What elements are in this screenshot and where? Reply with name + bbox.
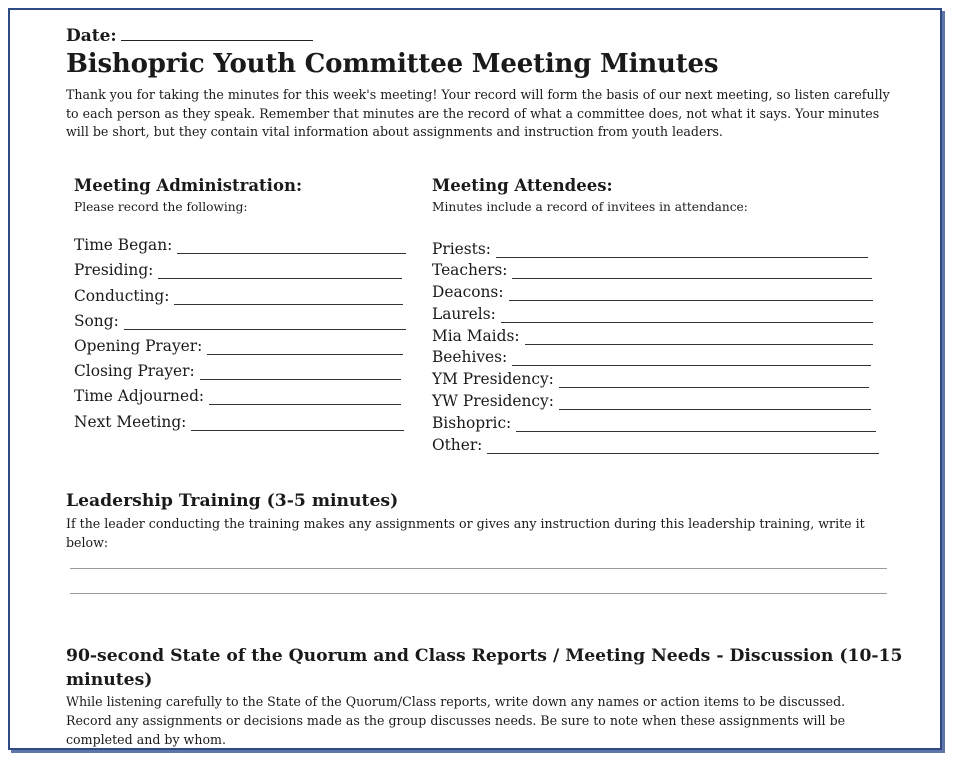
- field-presiding[interactable]: [74, 261, 402, 279]
- field-bishopric[interactable]: [432, 414, 876, 432]
- field-blank-line[interactable]: [496, 245, 868, 258]
- field-blank-line[interactable]: [512, 353, 871, 366]
- field-other[interactable]: [432, 436, 879, 454]
- field-label: YW Presidency:: [432, 392, 554, 410]
- field-blank-line[interactable]: [200, 367, 401, 380]
- intro-paragraph: Thank you for taking the minutes for this week's meeting! Your record will form the basis of our next meeting, so listen carefully to each person as they speak. Remember that minutes are the record of what a committee does, not what it says. Your minutes will be short, but they contain vital information about assignments and instruction from youth leaders.: [66, 87, 890, 139]
- field-deacons[interactable]: [432, 283, 873, 301]
- field-blank-line[interactable]: [516, 419, 876, 432]
- date-blank-line[interactable]: [121, 26, 313, 41]
- attendees-subtitle: Minutes include a record of invitees in attendance:: [432, 200, 748, 214]
- field-blank-line[interactable]: [487, 441, 879, 454]
- training-writing-line-2[interactable]: [70, 593, 887, 594]
- field-label: Bishopric:: [432, 414, 512, 432]
- field-blank-line[interactable]: [158, 266, 402, 279]
- field-blank-line[interactable]: [174, 292, 403, 305]
- field-label: Mia Maids:: [432, 327, 520, 345]
- field-priests[interactable]: [432, 240, 868, 258]
- field-label: Other:: [432, 436, 483, 454]
- field-yw-presidency[interactable]: [432, 392, 871, 410]
- training-heading: Leadership Training (3-5 minutes): [66, 491, 399, 511]
- field-blank-line[interactable]: [177, 241, 406, 254]
- field-label: Conducting:: [74, 287, 170, 305]
- field-label: YM Presidency:: [432, 370, 554, 388]
- date-field[interactable]: [66, 26, 313, 46]
- reports-heading: 90-second State of the Quorum and Class Reports / Meeting Needs - Discussion (10-15 minutes): [66, 646, 903, 690]
- field-label: Opening Prayer:: [74, 337, 203, 355]
- field-time-began[interactable]: [74, 236, 406, 254]
- field-blank-line[interactable]: [209, 392, 401, 405]
- training-writing-line-1[interactable]: [70, 568, 887, 569]
- field-label: Next Meeting:: [74, 413, 187, 431]
- field-ym-presidency[interactable]: [432, 370, 869, 388]
- page-title: Bishopric Youth Committee Meeting Minutes: [66, 49, 719, 79]
- field-label: Priests:: [432, 240, 491, 258]
- field-teachers[interactable]: [432, 261, 872, 279]
- field-song[interactable]: [74, 312, 406, 330]
- field-blank-line[interactable]: [525, 332, 873, 345]
- field-blank-line[interactable]: [512, 266, 872, 279]
- field-time-adjourned[interactable]: [74, 387, 401, 405]
- field-label: Teachers:: [432, 261, 508, 279]
- field-conducting[interactable]: [74, 287, 403, 305]
- field-label: Laurels:: [432, 305, 496, 323]
- field-blank-line[interactable]: [124, 317, 406, 330]
- field-next-meeting[interactable]: [74, 413, 404, 431]
- field-label: Beehives:: [432, 348, 508, 366]
- field-laurels[interactable]: [432, 305, 873, 323]
- administration-heading: Meeting Administration:: [74, 176, 303, 195]
- field-closing-prayer[interactable]: [74, 362, 401, 380]
- field-blank-line[interactable]: [207, 342, 403, 355]
- reports-text: While listening carefully to the State of the Quorum/Class reports, write down any names or action items to be discussed. Record any assignments or decisions made as the group discusses needs. Be sure to note when these assignments will be completed and by whom.: [66, 694, 846, 747]
- administration-subtitle: Please record the following:: [74, 200, 248, 214]
- field-label: Song:: [74, 312, 119, 330]
- training-text: If the leader conducting the training makes any assignments or gives any instruction during this leadership training, write it below:: [66, 516, 865, 550]
- field-label: Time Began:: [74, 236, 173, 254]
- field-label: Deacons:: [432, 283, 504, 301]
- field-blank-line[interactable]: [559, 397, 871, 410]
- field-label: Closing Prayer:: [74, 362, 195, 380]
- field-blank-line[interactable]: [509, 288, 873, 301]
- field-blank-line[interactable]: [191, 418, 404, 431]
- date-label: Date:: [66, 26, 117, 46]
- attendees-heading: Meeting Attendees:: [432, 176, 613, 195]
- field-mia-maids[interactable]: [432, 327, 873, 345]
- field-label: Presiding:: [74, 261, 154, 279]
- field-blank-line[interactable]: [501, 310, 873, 323]
- field-blank-line[interactable]: [559, 375, 869, 388]
- field-label: Time Adjourned:: [74, 387, 205, 405]
- field-beehives[interactable]: [432, 348, 871, 366]
- field-opening-prayer[interactable]: [74, 337, 403, 355]
